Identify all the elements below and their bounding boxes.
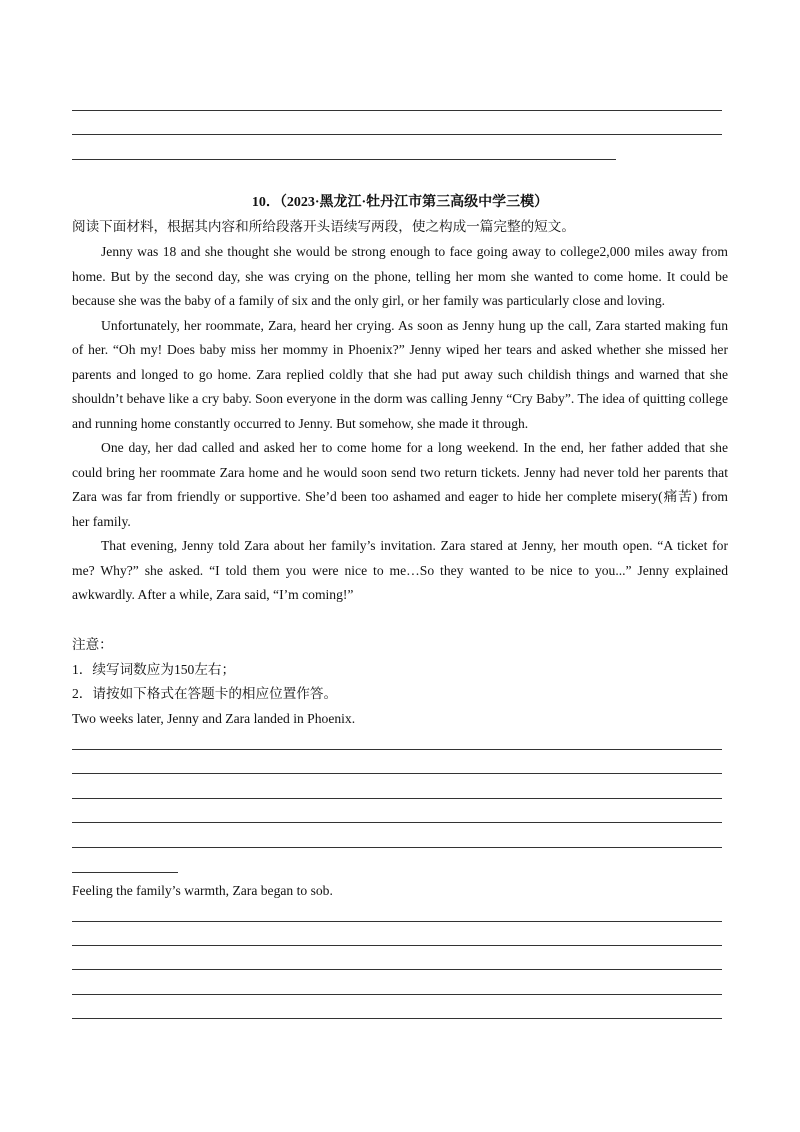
note-item: 2．请按如下格式在答题卡的相应位置作答。 [72,686,338,701]
answer-line [72,1018,722,1019]
question-number: 10． [251,195,280,210]
note-item: 1．续写词数应为150左右； [72,661,236,677]
question-source: （2023·黑龙江·牡丹江市第三高级中学三模） [279,195,549,210]
answer-line [72,749,722,750]
question-heading [0,191,800,211]
notes-title: 注意： [72,637,113,652]
answer-line [72,847,722,848]
story-paragraph: Unfortunately, her roommate, Zara, heard her crying. As soon as Jenny hung up the call, Zara started making fun of her. “Oh my! Does baby miss her mommy in Phoenix?” Jenny wiped her tears and asked whether she missed her parents and longed to go home. Zara replied coldly that she had put away such childish things and warned that she shouldn’t behave like a cry baby. Soon everyone in the dorm was calling Jenny “Cry Baby”. The idea of quitting college and running home constantly occurred to Jenny. But somehow, she made it through. [72,317,728,431]
story-paragraph: One day, her dad called and asked her to come home for a long weekend. In the end, her father added that she could bring her roommate Zara home and he would soon send two return tickets. Jenny had never told her parents that Zara was far from friendly or supportive. She’d been too ashamed and eager to hide her complete misery(痛苦) from her family. [72,440,728,529]
answer-line [72,134,722,135]
story-passage [72,240,728,608]
story-paragraph: That evening, Jenny told Zara about her family’s invitation. Zara stared at Jenny, her mouth open. “A ticket for me? Why?” she asked. “I told them you were nice to me…So they wanted to be nice to you...” Jenny explained awkwardly. After a while, Zara said, “I’m coming!” [72,538,728,602]
instruction-text: 阅读下面材料，根据其内容和所给段落开头语续写两段，使之构成一篇完整的短文。 [72,219,575,234]
notes-block [72,633,728,707]
answer-line [72,822,722,823]
answer-line [72,994,722,995]
paragraph-starter-1: Two weeks later, Jenny and Zara landed in Phoenix. [72,711,356,726]
answer-line [72,945,722,946]
answer-line [72,159,616,160]
answer-line [72,798,722,799]
story-paragraph: Jenny was 18 and she thought she would be strong enough to face going away to college2,000 miles away from home. But by the second day, she was crying on the phone, telling her mom she wanted to come home. It could be because she was the baby of a family of six and the only girl, or her family was particularly close and loving. [72,244,728,308]
answer-line [72,110,722,111]
answer-line [72,921,722,922]
paragraph-starter-2: Feeling the family’s warmth, Zara began to sob. [72,883,333,898]
answer-line [72,872,178,873]
answer-line [72,773,722,774]
answer-line [72,969,722,970]
